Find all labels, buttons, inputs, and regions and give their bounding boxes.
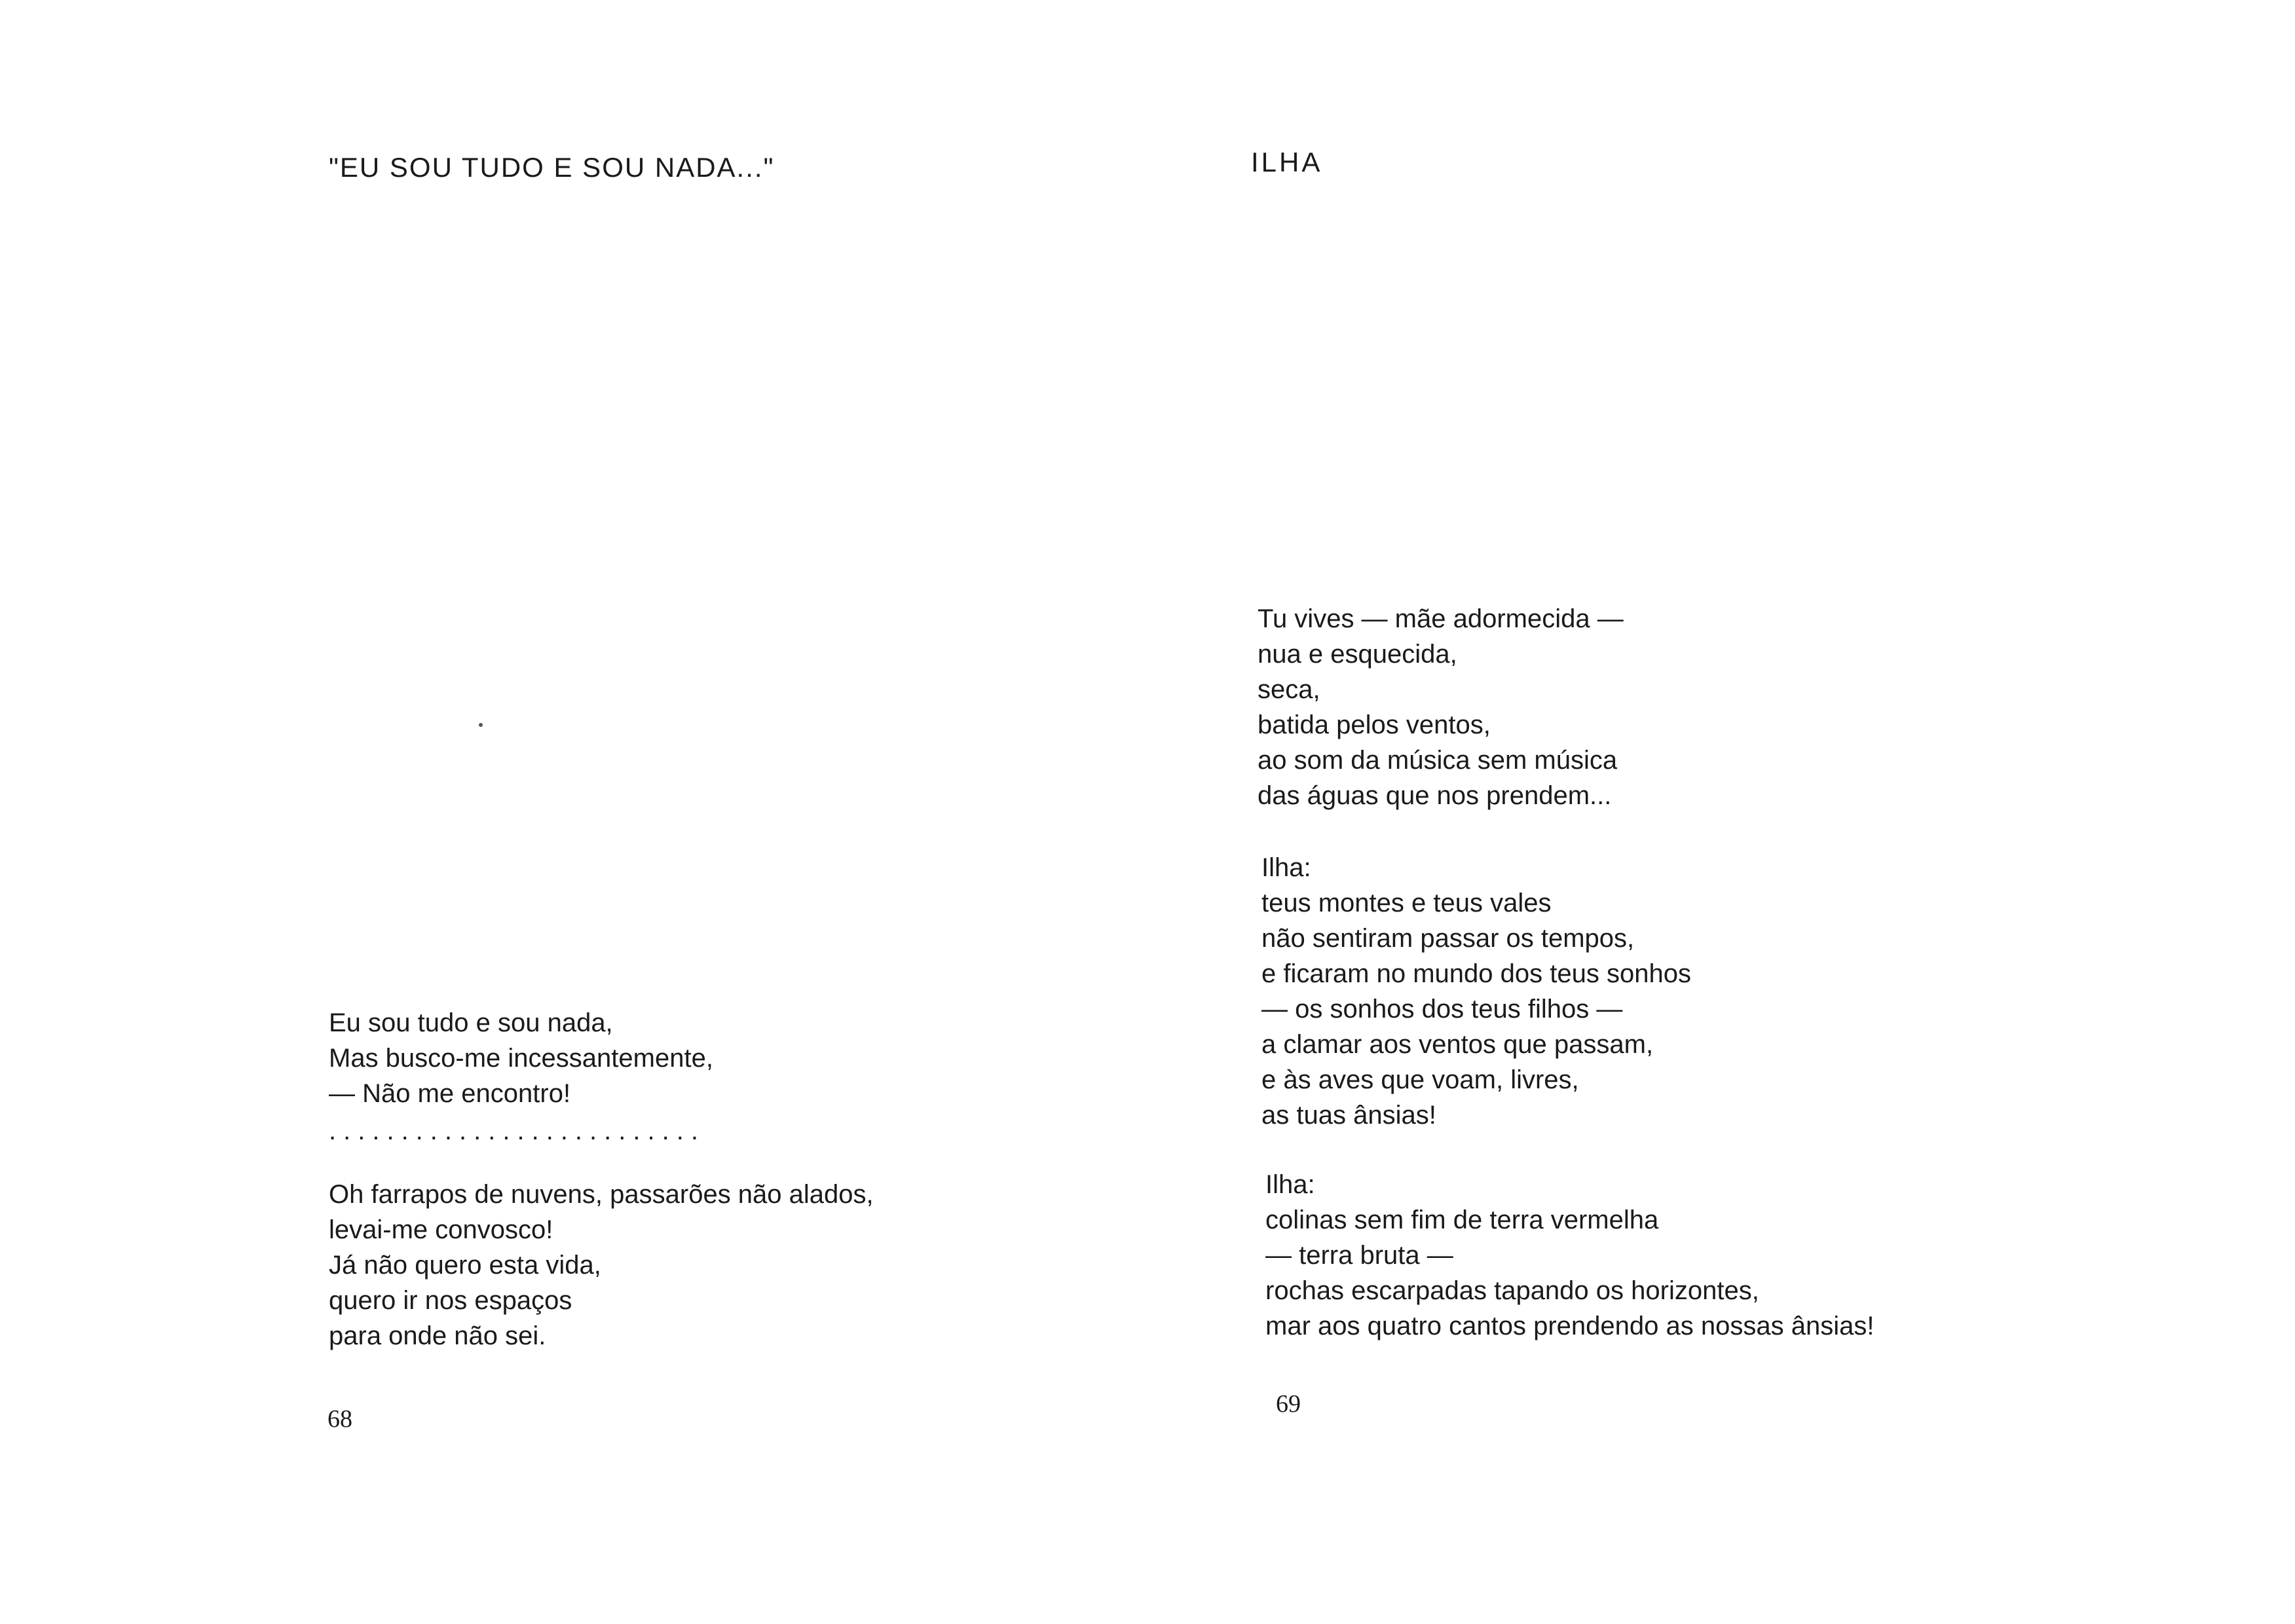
verse-line: as tuas ânsias! <box>1261 1101 1436 1130</box>
verse-line: mar aos quatro cantos prendendo as nossas ânsias! <box>1265 1312 1875 1340</box>
verse-line: Mas busco-me incessantemente, <box>329 1044 713 1073</box>
poem-title-left: "EU SOU TUDO E SOU NADA..." <box>329 152 775 183</box>
verse-line: das águas que nos prendem... <box>1258 781 1612 810</box>
page-number-right: 69 <box>1276 1390 1301 1418</box>
verse-line: a clamar aos ventos que passam, <box>1261 1030 1654 1059</box>
verse-line: não sentiram passar os tempos, <box>1261 924 1635 953</box>
verse-line: Já não quero esta vida, <box>329 1251 601 1280</box>
right-stanza-3 <box>1265 1167 1874 1344</box>
right-stanza-1 <box>1258 601 1624 813</box>
verse-line: colinas sem fim de terra vermelha <box>1265 1206 1659 1234</box>
poem-title-right: ILHA <box>1251 147 1323 177</box>
verse-line: ao som da música sem música <box>1258 746 1618 775</box>
verse-line: seca, <box>1258 675 1320 704</box>
left-stanza-1 <box>329 1005 713 1111</box>
verse-line: levai-me convosco! <box>329 1215 553 1244</box>
verse-line: — terra bruta — <box>1265 1241 1453 1270</box>
print-speck <box>479 723 483 727</box>
verse-line: Ilha: <box>1265 1170 1315 1199</box>
ellipsis-line: .......................... <box>329 1116 705 1145</box>
left-stanza-2 <box>329 1177 874 1354</box>
verse-line: Oh farrapos de nuvens, passarões não alados, <box>329 1180 874 1209</box>
verse-line: rochas escarpadas tapando os horizontes, <box>1265 1276 1759 1305</box>
verse-line: e ficaram no mundo dos teus sonhos <box>1261 959 1691 988</box>
verse-line: teus montes e teus vales <box>1261 889 1552 917</box>
verse-line: Ilha: <box>1261 853 1311 882</box>
verse-line: Tu vives — mãe adormecida — <box>1258 604 1624 633</box>
verse-line: quero ir nos espaços <box>329 1286 572 1315</box>
verse-line: batida pelos ventos, <box>1258 710 1491 739</box>
verse-line: e às aves que voam, livres, <box>1261 1065 1579 1094</box>
verse-line: nua e esquecida, <box>1258 640 1457 669</box>
verse-line: — Não me encontro! <box>329 1079 571 1108</box>
right-stanza-2 <box>1261 850 1691 1133</box>
right-page <box>1148 0 2295 1624</box>
verse-line: para onde não sei. <box>329 1321 546 1350</box>
verse-line: Eu sou tudo e sou nada, <box>329 1008 613 1037</box>
verse-line: — os sonhos dos teus filhos — <box>1261 995 1623 1024</box>
page-number-left: 68 <box>327 1405 352 1433</box>
